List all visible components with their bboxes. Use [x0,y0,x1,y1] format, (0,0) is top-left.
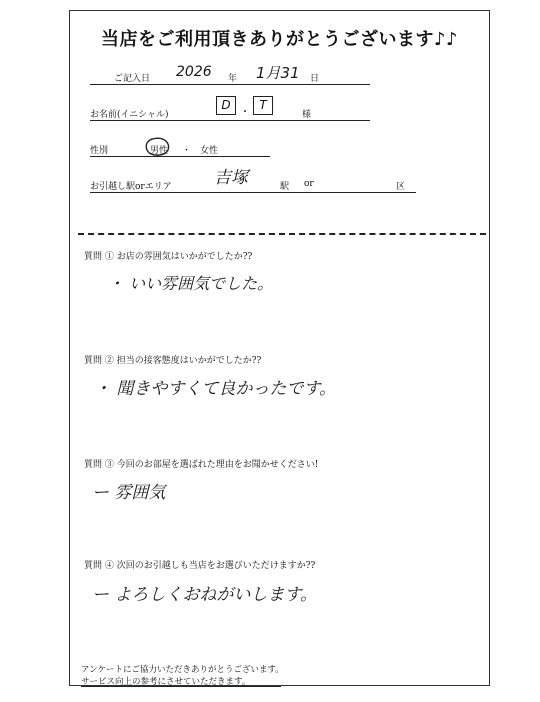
survey-sheet [69,10,490,686]
date-month-day-value: 1月31 [256,64,300,82]
section-divider [78,233,486,235]
page-title: 当店をご利用頂きありがとうございます♪♪ [101,29,458,50]
honorific: 様 [302,110,312,120]
ward-label: 区 [396,182,406,192]
area-value: 吉塚 [214,168,248,188]
selection-circle-mark [144,136,172,158]
name-underline [90,120,370,121]
area-underline [90,192,416,193]
date-year-unit: 年 [228,74,238,84]
footer-underline [81,686,281,687]
question-2-answer: ・ 聞きやすくて良かったです。 [94,379,337,399]
footer-line-2: サービス向上の参考にさせていただきます。 [81,677,251,687]
initial-box-1: D [216,96,236,115]
question-2-label: 質問 ② 担当の接客態度はいかがでしたか?? [84,356,262,366]
date-underline [90,84,370,85]
question-3-label: 質問 ③ 今回のお部屋を選ばれた理由をお聞かせください! [84,460,319,470]
gender-separator: ・ [182,146,192,156]
date-label: ご記入日 [114,74,151,84]
question-4-label: 質問 ④ 次回のお引越しも当店をお選びいただけますか?? [84,561,316,571]
question-1-label: 質問 ① お店の雰囲気はいかがでしたか?? [84,252,253,262]
gender-label: 性別 [90,146,109,156]
gender-underline [90,156,270,157]
question-3-answer: ー 雰囲気 [92,483,166,503]
date-day-unit: 日 [310,74,320,84]
date-year-value: 2026 [176,64,212,80]
question-1-answer: ・ いい雰囲気でした。 [108,274,274,293]
name-label: お名前(イニシャル) [90,110,169,120]
question-4-answer: ー よろしくおねがいします。 [92,585,318,605]
or-label: or [304,179,314,189]
area-label: お引越し駅orエリア [90,182,172,192]
footer-line-1: アンケートにご協力いただきありがとうございます。 [81,665,284,675]
station-label: 駅 [280,182,290,192]
gender-female: 女性 [200,146,219,156]
gender-male: 男性 [150,146,169,156]
initial-box-2: T [253,96,273,115]
initial-separator: ・ [240,107,250,118]
